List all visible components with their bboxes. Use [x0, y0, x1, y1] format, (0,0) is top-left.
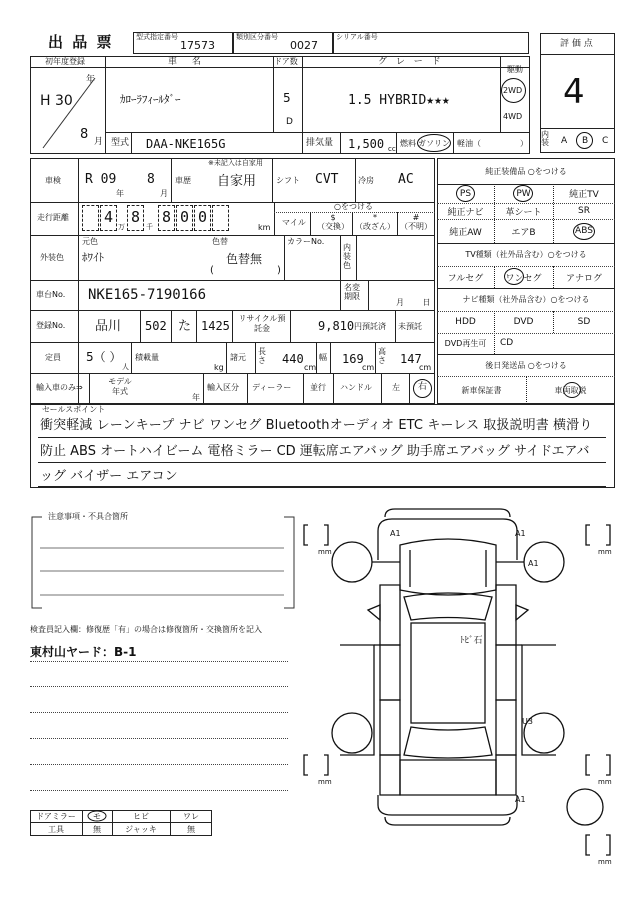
drive-label: 駆動 [507, 65, 523, 74]
diagram-mm-1: mm [318, 548, 332, 556]
navi-dvd: DVD [513, 317, 534, 327]
chassis-value: NKE165-7190166 [88, 287, 207, 303]
doors-label: ドア数 [274, 57, 298, 66]
doors-value: 5 [283, 91, 291, 105]
chassis-label: 車台No. [36, 290, 66, 299]
mileage-sen-unit: 千 [146, 223, 153, 231]
recycle-value: 9,810 [318, 319, 355, 333]
handle-label: ハンドル [340, 383, 372, 392]
width-unit: cm [362, 363, 375, 372]
interior-color-label: 内装色 [343, 243, 351, 270]
original-color-label: 元色 [82, 237, 98, 246]
capacity-label: 定員 [45, 353, 61, 362]
caution-label: 注意事項・不具合箇所 [48, 512, 128, 521]
car-name-label: 車 名 [168, 57, 207, 67]
interior-label: 内装 [541, 130, 549, 147]
first-reg-year-unit: 年 [86, 75, 96, 85]
equip-abs: ABS [575, 226, 593, 236]
height-value: 147 [400, 352, 422, 366]
inspection-label: 車検 [45, 176, 61, 185]
mileage-man-unit: 万 [118, 223, 125, 231]
displacement-value: 1,500 [348, 137, 385, 151]
transfer-unit: 月 日 [396, 298, 431, 307]
footer-tools-label: 工具 [48, 824, 64, 834]
equip-sunroof: SR [578, 206, 590, 216]
height-unit: cm [419, 363, 432, 372]
sales-line-2: 防止 ABS オートハイビーム 電格ミラー CD 運転席エアバッグ 助手席エアバッグ サイドエアバ [40, 444, 590, 459]
mileage-flag-unknown: # （不明） [400, 213, 432, 231]
car-diagram [300, 505, 620, 870]
mileage-flag-exchange: $ （交換） [317, 213, 349, 231]
length-unit: cm [304, 363, 317, 372]
shift-value: CVT [315, 172, 339, 187]
reg-kana: た [178, 319, 192, 334]
mileage-digit-3-value: 8 [131, 208, 141, 226]
load-unit: kg [214, 363, 224, 372]
length-value: 440 [282, 352, 304, 366]
repaint-paren-open: ( [210, 265, 214, 276]
footer-jack-label: ジャッキ [125, 824, 157, 834]
recycle-not-deposited: 未預託 [398, 322, 422, 331]
reg-label: 登録No. [36, 321, 66, 330]
exterior-label: 外装色 [40, 253, 64, 262]
footer-door-mirror-label: ドアミラー [36, 811, 76, 821]
serial-number-label: シリアル番号 [336, 33, 378, 41]
capacity-value: 5（ ） [86, 350, 122, 364]
score-label: 評 価 点 [560, 39, 593, 49]
mileage-digit-5-value: 0 [180, 208, 190, 226]
handle-left: 左 [392, 383, 400, 392]
ac-value: AC [398, 172, 414, 187]
damage-mark-roof: ﾄﾋﾞ石 [460, 636, 483, 646]
mileage-digit-1 [82, 205, 99, 231]
type-number-label: 型式指定番号 [136, 33, 178, 41]
reg-class: 502 [145, 319, 167, 333]
grade-label: グ レ ー ド [378, 57, 444, 67]
sales-line-1: 衝突軽減 レーンキープ ナビ ワンセグ Bluetoothオーディオ ETC キーレス 取扱説明書 横滑り [40, 418, 593, 433]
history-label: 車歴 [175, 176, 191, 185]
delivery-manual: 車両取説 [554, 385, 587, 395]
diagram-mm-2: mm [598, 548, 612, 556]
footer-crack-label: ヒビ [133, 811, 149, 821]
interior-grade-c: C [602, 136, 609, 146]
mileage-digit-7 [212, 205, 229, 231]
footer-door-mirror-value: モ [93, 811, 101, 821]
inspector-note: 東村山ヤード：B-1 [30, 645, 137, 659]
first-reg-month-unit: 月 [94, 137, 104, 147]
inspection-year-unit: 年 [116, 189, 124, 198]
mileage-digit-4-value: 8 [162, 208, 172, 226]
history-value: 自家用 [217, 174, 257, 189]
model-value: DAA-NKE165G [146, 137, 226, 151]
dvd-playback-label: DVD再生可 [444, 339, 487, 348]
equip-genuine-navi: 純正ナビ [447, 207, 484, 218]
model-label: 型式 [111, 138, 130, 148]
mileage-digit-2-value: 4 [104, 208, 114, 226]
width-label: 幅 [319, 353, 327, 362]
import-class-label: 輸入区分 [207, 383, 239, 392]
mileage-mile-label: マイル [282, 218, 306, 227]
import-parallel: 並行 [310, 383, 326, 392]
inspection-year: R 09 [85, 172, 117, 187]
drive-2wd: 2WD [503, 86, 523, 95]
ac-label: 冷房 [358, 176, 374, 185]
reg-area: 品川 [95, 319, 122, 334]
genuine-header: 純正装備品 ○をつける [485, 166, 567, 176]
mileage-flag-tampered: * （改ざん） [355, 213, 395, 231]
footer-tools-value: 無 [93, 824, 101, 834]
mileage-km-unit: km [258, 223, 271, 232]
first-reg-era: H 30 [40, 93, 73, 109]
damage-mark-front-left: A1 [390, 529, 401, 538]
equip-pw: PW [516, 188, 531, 199]
tv-analog: アナログ [565, 273, 602, 284]
repaint-value: 色替無 [226, 252, 263, 266]
damage-mark-front-right: A1 [515, 529, 526, 538]
doors-suffix: D [286, 117, 293, 127]
mileage-circle-note: ○をつける [334, 202, 373, 211]
first-reg-label: 初年度登録 [45, 57, 85, 66]
recycle-label: リサイクル預託金 [238, 314, 286, 333]
equip-genuine-tv: 純正TV [569, 190, 599, 200]
fuel-label: 燃料 [400, 139, 416, 148]
transfer-label: 名変期限 [344, 283, 360, 301]
model-year-unit: 年 [192, 393, 200, 402]
displacement-label: 排気量 [306, 138, 334, 148]
type-number-value: 17573 [180, 39, 215, 52]
length-label: 長さ [258, 347, 266, 365]
class-number-label: 類別区分番号 [236, 33, 278, 41]
fuel-value: ガソリン [418, 139, 450, 148]
handle-right-circle [413, 379, 432, 398]
import-label: 輸入車のみ⇒ [36, 383, 83, 392]
inspector-label: 検査員記入欄：修復歴「有」の場合は修復箇所・交換箇所を記入 [30, 625, 262, 634]
delivery-warranty: 新車保証書 [461, 385, 502, 395]
inspection-month: 8 [147, 172, 155, 187]
grade-value: 1.5 HYBRID★★★ [348, 93, 450, 108]
equip-ps-circle [456, 185, 475, 202]
import-dealer: ディーラー [252, 383, 292, 392]
reg-number: 1425 [201, 319, 230, 333]
delivery-manual-circle [563, 382, 581, 398]
color-no-label: カラーNo. [287, 237, 325, 246]
footer-break-label: ワレ [183, 811, 199, 821]
inspection-month-unit: 月 [160, 189, 168, 198]
repaint-paren-close: ) [277, 265, 281, 276]
sales-line-3: ッグ バイザー エアコン [40, 469, 178, 484]
equip-ps: PS [459, 188, 472, 199]
navi-header: ナビ種類（社外品含む）○をつける [462, 295, 590, 304]
first-reg-slash [35, 70, 103, 150]
page-title: 出 品 票 [48, 33, 114, 51]
score-value: 4 [563, 72, 585, 112]
tv-header: TV種類（社外品含む）○をつける [465, 250, 587, 259]
sales-label: セールスポイント [42, 405, 106, 414]
diesel-close: ） [520, 139, 528, 148]
capacity-unit: 人 [122, 363, 129, 371]
diagram-mm-5: mm [598, 858, 612, 866]
class-number-value: 0027 [290, 39, 318, 52]
load-label: 積載量 [135, 353, 159, 362]
interior-grade-a: A [561, 136, 568, 146]
equip-abs-circle [573, 223, 595, 240]
equip-genuine-aw: 純正AW [449, 227, 482, 238]
recycle-deposited: 円預託済 [354, 322, 386, 331]
height-label: 高さ [378, 347, 386, 365]
tv-oneseg-circle [504, 268, 524, 285]
equip-leather-seat: 革シート [505, 207, 542, 218]
interior-grade-b: B [582, 136, 589, 146]
drive-4wd: 4WD [503, 112, 523, 121]
damage-mark-right-fender: A1 [528, 559, 539, 568]
diagram-mm-4: mm [598, 778, 612, 786]
dvd-playback-cd: CD [500, 338, 514, 348]
original-color-value: ﾎﾜｲﾄ [82, 251, 104, 264]
navi-sd: SD [577, 317, 591, 327]
damage-mark-rear-bumper: A1 [515, 795, 526, 804]
interior-grade-b-circle [576, 132, 593, 149]
shift-label: シフト [276, 176, 300, 185]
diesel-label: 軽油（ [457, 139, 481, 148]
dims-label: 諸元 [230, 353, 246, 362]
equip-airbag: エアB [511, 227, 536, 238]
handle-right: 右 [418, 382, 428, 392]
history-note: ※未記入は自家用 [208, 159, 263, 167]
delivery-header: 後日発送品 ○をつける [485, 360, 567, 370]
footer-jack-value: 無 [187, 824, 195, 834]
tv-oneseg: ワンセグ [505, 273, 542, 284]
drive-2wd-circle [501, 78, 526, 103]
mileage-label: 走行距離 [37, 213, 69, 222]
car-name-value: ｶﾛｰﾗﾌｨｰﾙﾀﾞｰ [120, 93, 181, 106]
footer-mirror-circle [86, 810, 108, 822]
first-reg-month: 8 [80, 127, 89, 142]
navi-hdd: HDD [455, 317, 476, 327]
displacement-unit: cc [388, 145, 396, 153]
fuel-gasoline-circle [417, 134, 451, 152]
caution-bracket [28, 512, 298, 610]
tv-fullseg: フルセグ [447, 273, 484, 284]
equip-pw-circle [513, 185, 533, 202]
repaint-label: 色替 [212, 237, 228, 246]
mileage-digit-6-value: 0 [198, 208, 208, 226]
damage-mark-rear-right: U3 [522, 717, 533, 726]
diagram-mm-3: mm [318, 778, 332, 786]
model-year-label: モデル年式 [108, 377, 132, 396]
width-value: 169 [342, 352, 364, 366]
